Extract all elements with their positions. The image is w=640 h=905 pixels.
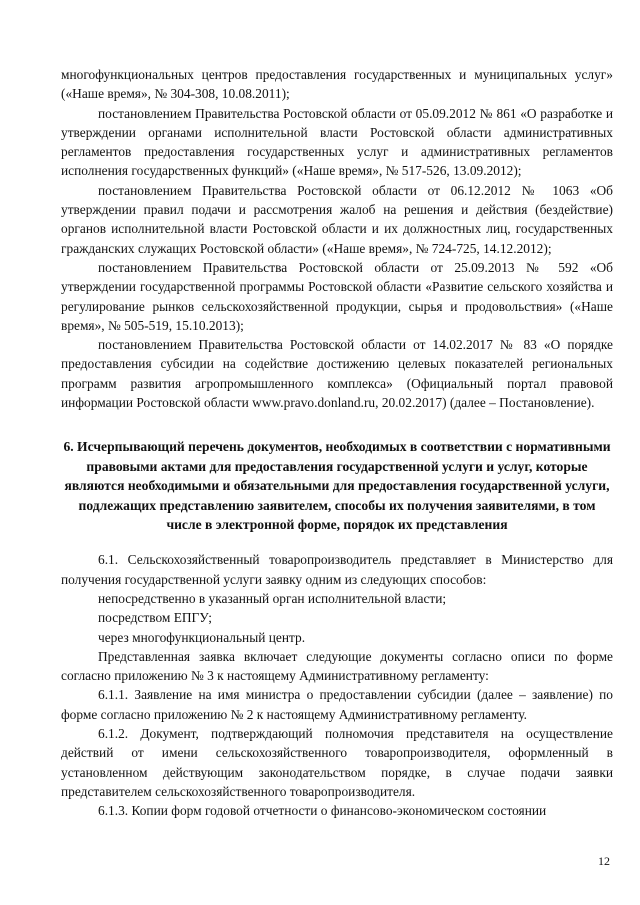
list-item: посредством ЕПГУ; xyxy=(98,610,212,626)
section-heading: 6. Исчерпывающий перечень документов, необходимых в соответствии с нормативными правовыми актами для предоставления государственной услуги и услуг, которые являются необходимыми и обязательными для предоставления государственной услуги, подлежащих представлению заявителем, способы их получения заявителями, в том числе в электронной форме, порядок их представления xyxy=(63,439,611,532)
document-body xyxy=(61,65,613,821)
list-item: через многофункциональный центр. xyxy=(98,629,306,645)
page-number: 12 xyxy=(598,854,610,868)
paragraph: 6.1. Сельскохозяйственный товаропроизводитель представляет в Министерство для получения государственной услуги заявку одним из следующих способов: xyxy=(61,552,613,587)
paragraph: постановлением Правительства Ростовской области от 14.02.2017 № 83 «О порядке предоставления субсидии на содействие достижению целевых показателей региональных программ развития агропромышленного комплекса» (Официальный портал правовой информации Ростовской области www.pravo.donland.ru, 20.02.2017) (далее – Постановление). xyxy=(61,337,613,411)
paragraph: постановлением Правительства Ростовской области от 25.09.2013 № 592 «Об утверждении государственной программы Ростовской области «Развитие сельского хозяйства и регулирование рынков сельскохозяйственной продукции, сырья и продовольствия» («Наше время», № 505-519, 15.10.2013); xyxy=(61,259,613,333)
paragraph: Представленная заявка включает следующие документы согласно описи по форме согласно приложению № 3 к настоящему Административному регламенту: xyxy=(61,648,613,684)
list-item: непосредственно в указанный орган исполнительной власти; xyxy=(98,590,447,606)
paragraph: постановлением Правительства Ростовской области от 05.09.2012 № 861 «О разработке и утверждении органами исполнительной власти Ростовской области административных регламентов предоставления государственных услуг и административных регламентов исполнения государственных функций» («Наше время», № 517-526, 13.09.2012); xyxy=(61,105,613,179)
paragraph: 6.1.3. Копии форм годовой отчетности о финансово-экономическом состоянии xyxy=(98,803,547,819)
paragraph: 6.1.2. Документ, подтверждающий полномочия представителя на осуществление действий от имени сельскохозяйственного товаропроизводителя, оформленный в установленном действующим законодательством порядке, в случае подачи заявки представителем сельскохозяйственного товаропроизводителя. xyxy=(61,726,613,799)
paragraph: 6.1.1. Заявление на имя министра о предоставлении субсидии (далее – заявление) по форме согласно приложению № 2 к настоящему Административному регламенту. xyxy=(61,687,613,722)
paragraph: постановлением Правительства Ростовской области от 06.12.2012 № 1063 «Об утверждении правил подачи и рассмотрения жалоб на решения и действия (бездействие) органов исполнительной власти Ростовской области и их должностных лиц, государственных гражданских служащих Ростовской области» («Наше время», № 724-725, 14.12.2012); xyxy=(61,182,613,256)
paragraph: многофункциональных центров предоставления государственных и муниципальных услуг» («Наше время», № 304-308, 10.08.2011); xyxy=(61,67,613,102)
